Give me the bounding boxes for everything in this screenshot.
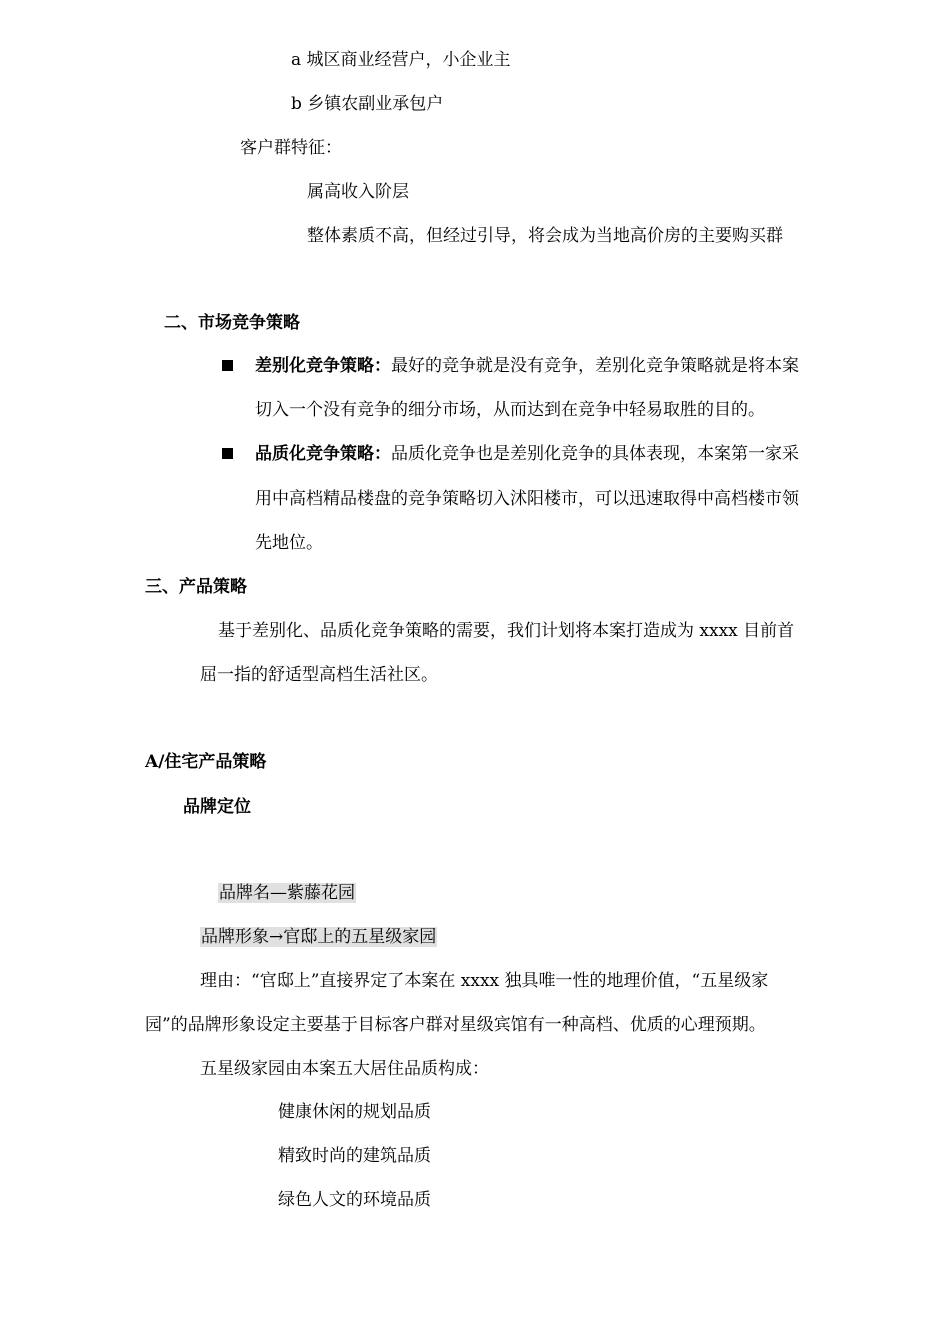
brand-name	[218, 881, 356, 905]
bullet-1-text: 最好的竞争就是没有竞争，差别化竞争策略就是将本案	[391, 356, 799, 376]
quality-item: 精致时尚的建筑品质	[278, 1146, 431, 1166]
bullet-2-line-3: 先地位。	[255, 533, 323, 553]
section-3-para-line-2: 屈一指的舒适型高档生活社区。	[200, 665, 438, 685]
customer-item-a: a 城区商业经营户，小企业主	[291, 50, 511, 70]
bullet-2-label: 品质化竞争策略：	[255, 444, 391, 464]
section-3-heading: 三、产品策略	[145, 577, 247, 597]
quality-item: 健康休闲的规划品质	[278, 1102, 431, 1122]
customer-trait-2: 整体素质不高，但经过引导，将会成为当地高价房的主要购买群	[307, 226, 783, 246]
bullet-1-line-1	[255, 354, 799, 378]
customer-trait-1: 属高收入阶层	[307, 182, 409, 202]
bullet-1-label: 差别化竞争策略：	[255, 356, 391, 376]
customer-item-b: b 乡镇农副业承包户	[291, 94, 444, 114]
brand-image	[200, 925, 437, 949]
customer-traits-label: 客户群特征：	[240, 138, 342, 158]
section-2-heading: 二、市场竞争策略	[164, 313, 300, 333]
bullet-2-line-2: 用中高档精品楼盘的竞争策略切入沭阳楼市，可以迅速取得中高档楼市领	[255, 489, 799, 509]
bullet-1-line-2: 切入一个没有竞争的细分市场，从而达到在竞争中轻易取胜的目的。	[255, 400, 765, 420]
section-3-para-line-1: 基于差别化、品质化竞争策略的需要，我们计划将本案打造成为 xxxx 目前首	[218, 621, 795, 641]
brand-name-highlight: 品牌名—紫藤花园	[219, 883, 355, 903]
bullet-square-icon	[222, 448, 233, 459]
brand-image-highlight: 品牌形象→官邸上的五星级家园	[201, 927, 437, 947]
bullet-2-text: 品质化竞争也是差别化竞争的具体表现，本案第一家采	[391, 444, 799, 464]
quality-item: 绿色人文的环境品质	[278, 1190, 431, 1210]
bullet-2-line-1	[255, 442, 799, 466]
residential-heading: A/住宅产品策略	[145, 752, 267, 772]
brand-positioning-heading: 品牌定位	[183, 797, 251, 817]
reason-line-1: 理由：“官邸上”直接界定了本案在 xxxx 独具唯一性的地理价值，“五星级家	[200, 971, 769, 991]
reason-line-2: 园”的品牌形象设定主要基于目标客户群对星级宾馆有一种高档、优质的心理预期。	[145, 1015, 766, 1035]
bullet-square-icon	[222, 360, 233, 371]
composition-intro: 五星级家园由本案五大居住品质构成：	[200, 1059, 489, 1079]
